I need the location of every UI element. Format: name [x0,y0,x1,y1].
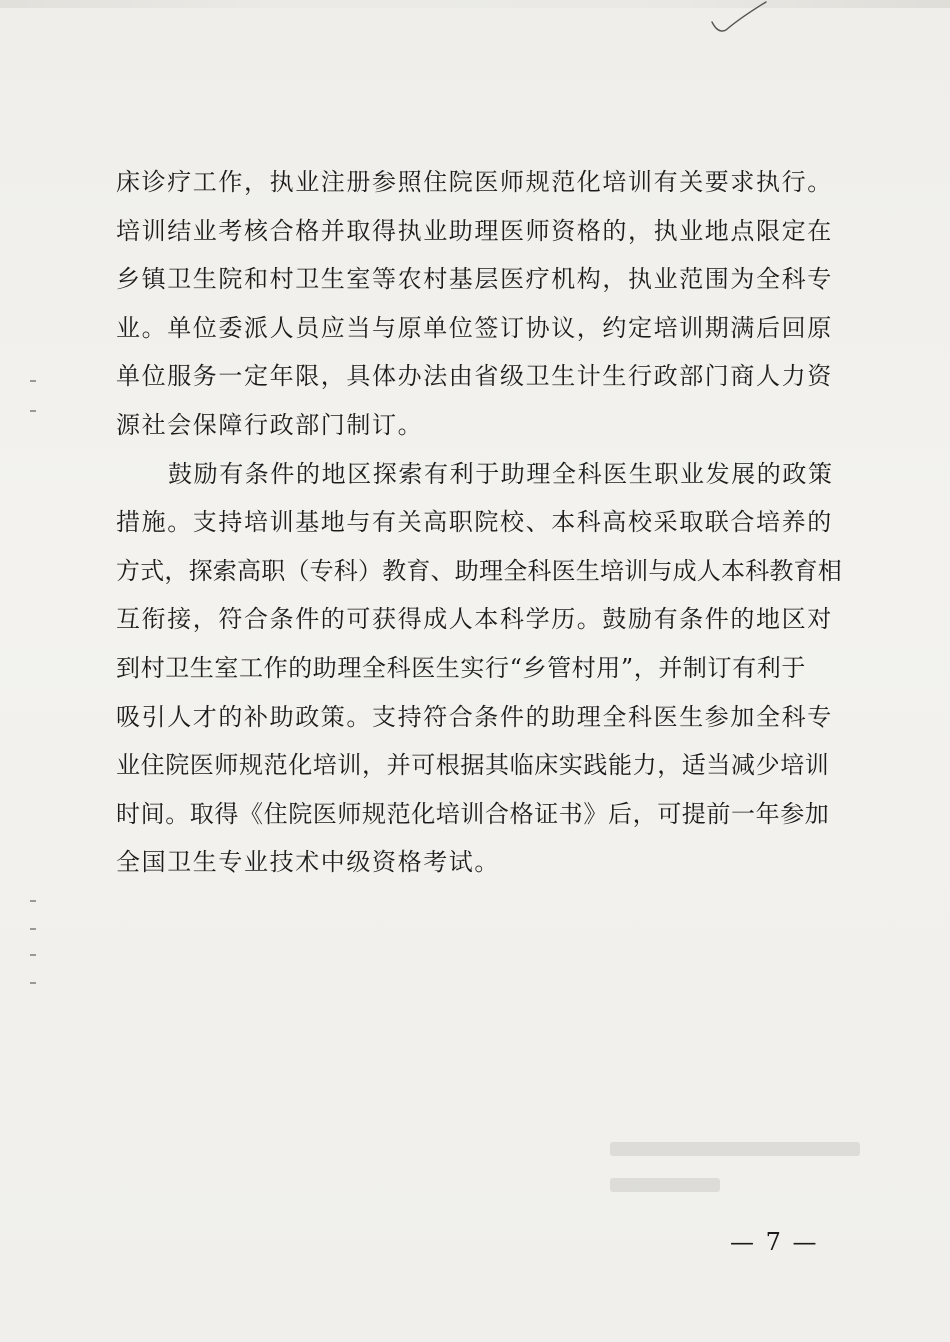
text-line: 措施。支持培训基地与有关高职院校、本科高校采取联合培养的 [116,508,833,537]
text-line: 到村卫生室工作的助理全科医生实行“乡管村用”，并制订有利于 [116,653,806,682]
body-text [116,158,842,887]
page-number: — 7 — [730,1228,819,1256]
text-line: 乡镇卫生院和村卫生室等农村基层医疗机构，执业范围为全科专 [116,265,833,294]
bleed-through-print [610,1136,870,1206]
text-line: 业。单位委派人员应当与原单位签订协议，约定培训期满后回原 [116,313,833,342]
text-line: 互衔接，符合条件的可获得成人本科学历。鼓励有条件的地区对 [116,605,833,634]
text-line: 鼓励有条件的地区探索有利于助理全科医生职业发展的政策 [168,459,834,488]
text-line: 培训结业考核合格并取得执业助理医师资格的，执业地点限定在 [116,216,833,245]
text-line: 方式，探索高职（专科）教育、助理全科医生培训与成人本科教育相 [116,556,842,585]
handwritten-check-mark [700,0,780,40]
text-line: 全国卫生专业技术中级资格考试。 [116,848,500,877]
text-line: 吸引人才的补助政策。支持符合条件的助理全科医生参加全科专 [116,702,833,731]
scan-top-edge [0,0,950,8]
paragraph-2 [116,450,842,887]
text-line: 单位服务一定年限，具体办法由省级卫生计生行政部门商人力资 [116,362,833,391]
text-line: 业住院医师规范化培训，并可根据其临床实践能力，适当减少培训 [116,751,830,780]
text-line: 时间。取得《住院医师规范化培训合格证书》后，可提前一年参加 [116,799,830,828]
text-line: 床诊疗工作，执业注册参照住院医师规范化培训有关要求执行。 [116,168,833,196]
scan-artifacts [30,380,50,1000]
paragraph-1 [116,158,836,450]
text-line: 源社会保障行政部门制订。 [116,410,424,439]
